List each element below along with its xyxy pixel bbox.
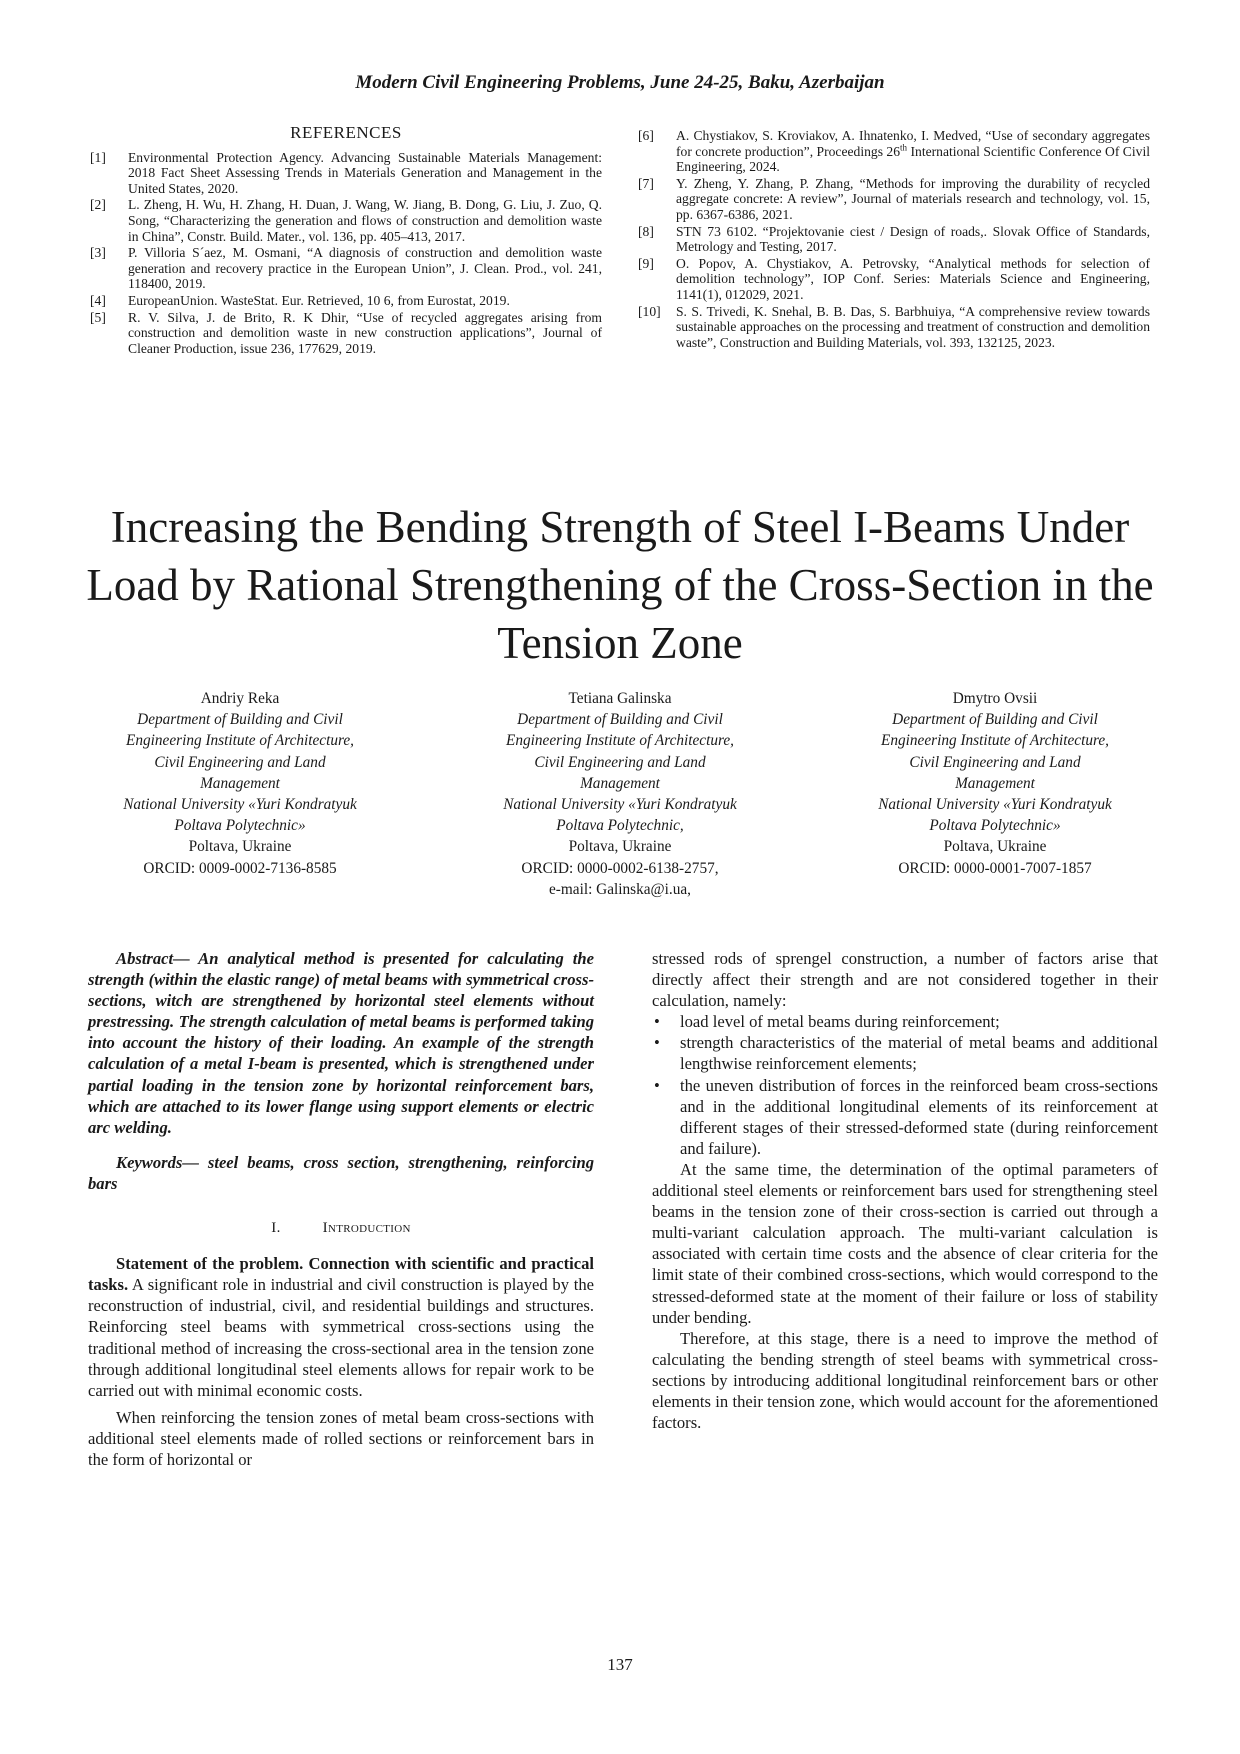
reference-number: [7]	[638, 175, 654, 191]
author-location: Poltava, Ukraine	[188, 838, 292, 856]
reference-item	[90, 245, 602, 292]
author-affiliation-line: Civil Engineering and Land	[534, 753, 706, 771]
reference-item	[90, 293, 602, 309]
author-affiliation-line: National University «Yuri Kondratyuk	[503, 796, 737, 814]
author-affiliation-line: Engineering Institute of Architecture,	[126, 732, 354, 750]
reference-text: S. S. Trivedi, K. Snehal, B. B. Das, S. Barbhuiya, “A comprehensive review towards sustainable approaches on the processing and treatment of construction and demolition waste”, Construction and Building Materials, vol. 393, 132125, 2023.	[676, 303, 1150, 350]
reference-number: [3]	[90, 245, 106, 261]
author-name: Dmytro Ovsii	[952, 690, 1038, 707]
author-affiliation-line: Civil Engineering and Land	[154, 753, 326, 771]
reference-item	[90, 197, 602, 244]
reference-text-part: International Scientific Conference Of Civil Engineering, 2024.	[676, 143, 1150, 175]
author-affiliation-line: Poltava Polytechnic,	[556, 817, 684, 835]
reference-text: R. V. Silva, J. de Brito, R. K Dhir, “Use of recycled aggregates arising from construction and demolition waste in new construction applications”, Journal of Cleaner Production, issue 236, 177629, 2019.	[128, 309, 602, 356]
list-item: • the uneven distribution of forces in the reinforced beam cross-sections and in the additional longitudinal elements of its reinforcement at different stages of their stressed-deformed state (during reinforcement and failure).	[652, 1075, 1158, 1159]
author-location: Poltava, Ukraine	[568, 838, 672, 856]
reference-item	[638, 256, 1150, 303]
reference-item	[90, 150, 602, 197]
paper-title: Increasing the Bending Strength of Steel I-Beams Under Load by Rational Strengthening of the Cross-Section in the Tension Zone	[86, 502, 1154, 668]
author-affiliation-line: Management	[955, 774, 1035, 792]
reference-text: EuropeanUnion. WasteStat. Eur. Retrieved, 10 6, from Eurostat, 2019.	[128, 292, 510, 308]
page-number: 137	[607, 1655, 633, 1674]
author-affiliation-line: Management	[200, 774, 280, 792]
reference-item	[638, 224, 1150, 255]
list-item: • load level of metal beams during reinforcement;	[652, 1011, 1158, 1032]
author-affiliation-line: Engineering Institute of Architecture,	[881, 732, 1109, 750]
section-number: I.	[271, 1220, 281, 1237]
author-affiliation-line: Department of Building and Civil	[137, 711, 343, 729]
author-affiliation-line: Department of Building and Civil	[892, 711, 1098, 729]
reference-superscript: th	[900, 142, 908, 153]
keywords: Keywords— steel beams, cross section, strengthening, reinforcing bars	[88, 1152, 594, 1193]
continued-paragraph: stressed rods of sprengel construction, a number of factors arise that directly affect their strength and are not considered together in their calculation, namely:	[652, 949, 1158, 1011]
author-orcid: ORCID: 0000-0001-7007-1857	[898, 859, 1092, 877]
reference-text: L. Zheng, H. Wu, H. Zhang, H. Duan, J. Wang, W. Jiang, B. Dong, G. Liu, J. Zuo, Q. Song, “Characterizing the generation and flows of construction and demolition waste in China”, Constr. Build. Mater., vol. 136, pp. 405–413, 2017.	[128, 197, 602, 244]
author-name: Andriy Reka	[200, 690, 280, 707]
reference-text: P. Villoria S´aez, M. Osmani, “A diagnosis of construction and demolition waste generation and recovery practice in the European Union”, J. Clean. Prod., vol. 241, 118400, 2019.	[128, 245, 602, 292]
author-email: e-mail: Galinska@i.ua,	[549, 880, 691, 898]
reference-text: STN 73 6102. “Projektovanie ciest / Design of roads,. Slovak Office of Standards, Metrology and Testing, 2017.	[676, 223, 1150, 255]
reference-text	[676, 128, 1150, 175]
reference-number: [8]	[638, 223, 654, 239]
reference-text: O. Popov, A. Chystiakov, A. Petrovsky, “Analytical methods for selection of demolition technology”, IOP Conf. Series: Materials Science and Engineering, 1141(1), 012029, 2021.	[676, 255, 1150, 302]
references-heading: REFERENCES	[290, 123, 402, 142]
abstract: Abstract— An analytical method is presented for calculating the strength (within the elastic range) of metal beams with symmetrical cross-sections, witch are strengthened by horizontal steel elements without prestressing. The strength calculation of metal beams is performed taking into account the history of their loading. An example of the strength calculation of a metal I-beam is presented, which is strengthened under partial loading in the tension zone by horizontal reinforcement bars, which are attached to its lower flange using support elements or electric arc welding.	[88, 949, 594, 1137]
reference-text-part: A. Chystiakov, S. Kroviakov, A. Ihnatenko, I. Medved, “Use of secondary aggregates for concrete production”, Proceedings 26	[676, 128, 1150, 159]
author-name: Tetiana Galinska	[568, 690, 672, 707]
intro-paragraph-2: When reinforcing the tension zones of metal beam cross-sections with additional steel elements made of rolled sections or reinforcement bars in the form of horizontal or	[88, 1407, 594, 1469]
reference-item	[638, 128, 1150, 175]
author-location: Poltava, Ukraine	[943, 838, 1047, 856]
reference-number: [6]	[638, 128, 654, 143]
author-block	[815, 688, 1175, 879]
author-orcid: ORCID: 0000-0002-6138-2757,	[521, 859, 719, 877]
reference-number: [2]	[90, 197, 106, 213]
author-orcid: ORCID: 0009-0002-7136-8585	[143, 859, 337, 877]
references-right-column	[638, 128, 1150, 351]
reference-number: [1]	[90, 149, 106, 165]
references-left-column	[90, 125, 602, 357]
reference-number: [5]	[90, 309, 106, 325]
section-title: Introduction	[322, 1220, 411, 1237]
reference-number: [10]	[638, 303, 661, 319]
author-affiliation-line: Poltava Polytechnic»	[929, 817, 1061, 835]
intro-paragraph-text: A significant role in industrial and civil construction is played by the reconstruction of industrial, civil, and residential buildings and structures. Reinforcing steel beams with symmetrical cross-sections using the traditional method of increasing the cross-sectional area in the tension zone through additional longitudinal steel elements allows for repair work to be carried out with minimal economic costs.	[88, 1275, 594, 1400]
author-affiliation-line: Poltava Polytechnic»	[174, 817, 306, 835]
author-affiliation-line: Engineering Institute of Architecture,	[506, 732, 734, 750]
author-block	[440, 688, 800, 900]
reference-text: Y. Zheng, Y. Zhang, P. Zhang, “Methods for improving the durability of recycled aggregate concrete: A review”, Journal of materials research and technology, vol. 15, pp. 6367-6386, 2021.	[676, 175, 1150, 222]
author-affiliation-line: National University «Yuri Kondratyuk	[123, 796, 357, 814]
paragraph: Therefore, at this stage, there is a need to improve the method of calculating the bending strength of steel beams with symmetrical cross-sections by introducing additional longitudinal reinforcement bars or other elements in their tension zone, which would account for the aforementioned factors.	[652, 1328, 1158, 1433]
author-affiliation-line: Civil Engineering and Land	[909, 753, 1081, 771]
reference-number: [9]	[638, 255, 654, 271]
section-heading	[88, 1218, 594, 1239]
reference-number: [4]	[90, 292, 106, 308]
author-block	[60, 688, 420, 879]
body-right-column	[652, 948, 1158, 1433]
body-left-column	[88, 948, 594, 1470]
running-header: Modern Civil Engineering Problems, June 24-25, Baku, Azerbaijan	[355, 72, 885, 93]
author-affiliation-line: National University «Yuri Kondratyuk	[878, 796, 1112, 814]
reference-text: Environmental Protection Agency. Advancing Sustainable Materials Management: 2018 Fact Sheet Assessing Trends in Materials Generation and Management in the United States, 2020.	[128, 149, 602, 196]
intro-lead: Statement of the problem. Connection with scientific and practical tasks.	[88, 1254, 594, 1295]
author-affiliation-line: Department of Building and Civil	[517, 711, 723, 729]
list-item: • strength characteristics of the material of metal beams and additional lengthwise reinforcement elements;	[652, 1032, 1158, 1074]
reference-item	[90, 310, 602, 357]
author-affiliation-line: Management	[580, 774, 660, 792]
reference-item	[638, 304, 1150, 351]
factor-list	[652, 1011, 1158, 1159]
reference-item	[638, 176, 1150, 223]
intro-paragraph	[88, 1253, 594, 1401]
paragraph: At the same time, the determination of the optimal parameters of additional steel elements or reinforcement bars used for strengthening steel beams in the tension zone of their cross-section is carried out through a multi-variant calculation approach. The multi-variant calculation is associated with certain time costs and the absence of clear criteria for the limit state of their combined cross-sections, which would correspond to the stressed-deformed state at the moment of their failure or loss of stability under bending.	[652, 1159, 1158, 1327]
